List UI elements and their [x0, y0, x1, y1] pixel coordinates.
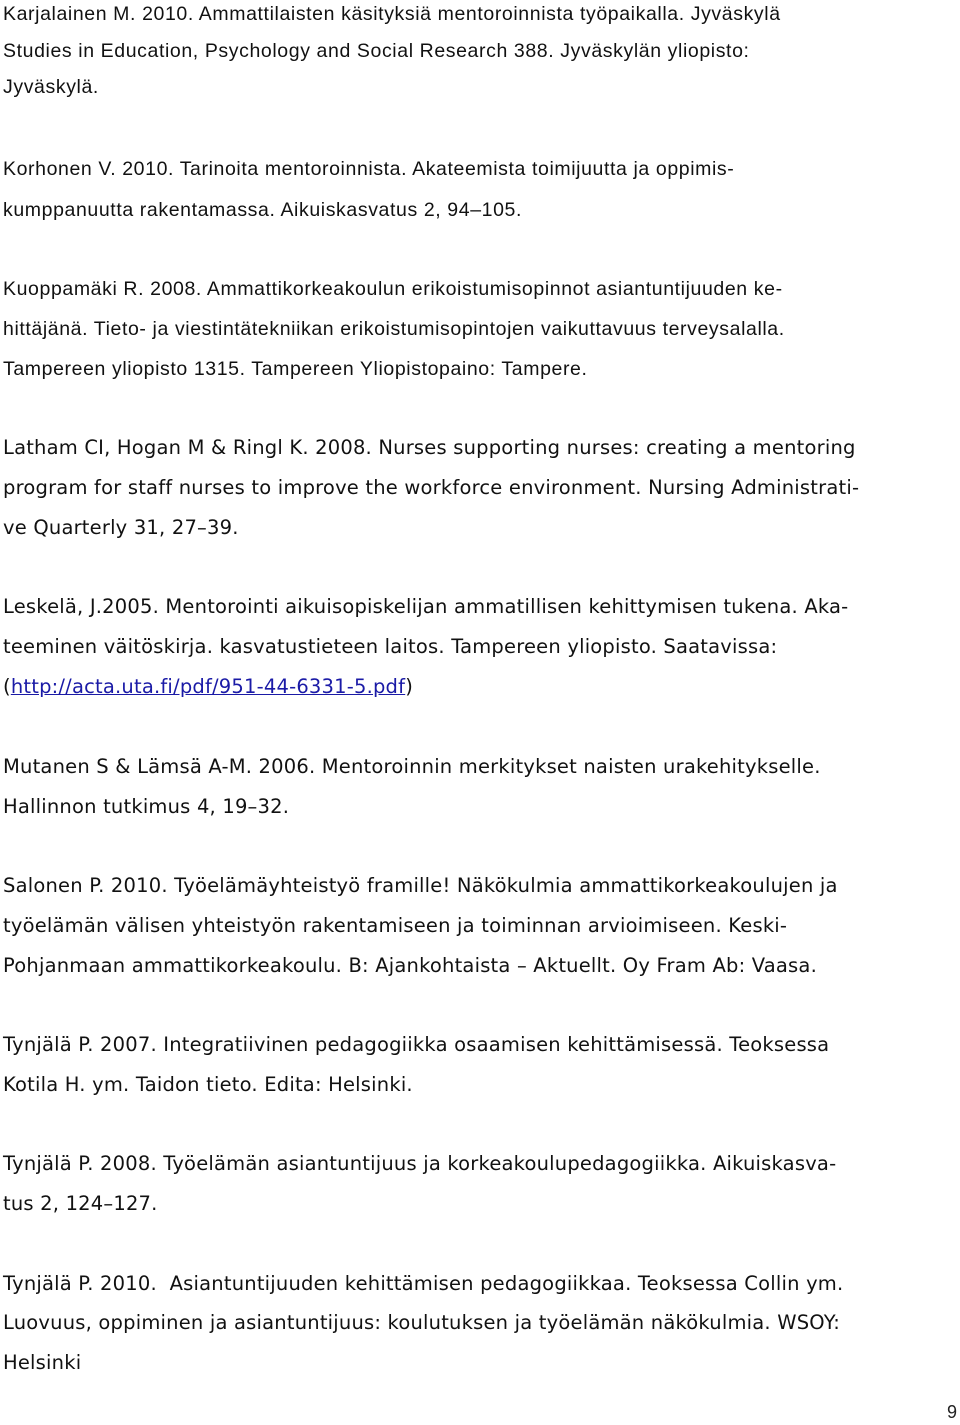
reference-line: Tynjälä P. 2008. Työelämän asiantuntijuus ja korkeakoulupedagogiikka. Aikuiskasva- [3, 1152, 837, 1175]
reference-line: Studies in Education, Psychology and Social Research 388. Jyväskylän yliopisto: [3, 40, 750, 62]
reference-line: ve Quarterly 31, 27–39. [3, 516, 239, 539]
reference-line: Salonen P. 2010. Työelämäyhteistyö framille! Näkökulmia ammattikorkeakoulujen ja [3, 874, 838, 897]
reference-url-link[interactable]: http://acta.uta.fi/pdf/951-44-6331-5.pdf [10, 675, 406, 698]
reference-link-line [3, 673, 948, 701]
reference-line: kumppanuutta rakentamassa. Aikuiskasvatus 2, 94–105. [3, 199, 522, 221]
reference-line: Kuoppamäki R. 2008. Ammattikorkeakoulun erikoistumisopinnot asiantuntijuuden ke- [3, 278, 783, 300]
reference-line: program for staff nurses to improve the workforce environment. Nursing Administrati- [3, 476, 860, 499]
reference-line: hittäjänä. Tieto- ja viestintätekniikan erikoistumisopintojen vaikuttavuus terveysalalla. [3, 318, 785, 340]
reference-line: Jyväskylä. [3, 76, 99, 98]
reference-line: Karjalainen M. 2010. Ammattilaisten käsityksiä mentoroinnista työpaikalla. Jyväskylä [3, 3, 781, 25]
reference-line: Pohjanmaan ammattikorkeakoulu. B: Ajankohtaista – Aktuellt. Oy Fram Ab: Vaasa. [3, 954, 817, 977]
reference-line: Tynjälä P. 2010. Asiantuntijuuden kehittämisen pedagogiikkaa. Teoksessa Collin ym. [3, 1272, 844, 1295]
page-number: 9 [946, 1402, 957, 1422]
reference-line: Tampereen yliopisto 1315. Tampereen Yliopistopaino: Tampere. [3, 358, 588, 380]
reference-line: Korhonen V. 2010. Tarinoita mentoroinnista. Akateemista toimijuutta ja oppimis- [3, 158, 735, 180]
reference-line: Helsinki [3, 1351, 82, 1374]
reference-line: Mutanen S & Lämsä A-M. 2006. Mentoroinnin merkitykset naisten urakehitykselle. [3, 755, 821, 778]
reference-line: Hallinnon tutkimus 4, 19–32. [3, 795, 290, 818]
reference-line: Kotila H. ym. Taidon tieto. Edita: Helsinki. [3, 1073, 413, 1096]
link-open-paren: ( [3, 675, 11, 698]
reference-line: Luovuus, oppiminen ja asiantuntijuus: koulutuksen ja työelämän näkökulmia. WSOY: [3, 1311, 841, 1334]
reference-line: Latham CI, Hogan M & Ringl K. 2008. Nurses supporting nurses: creating a mentoring [3, 436, 856, 459]
link-close-paren: ) [405, 675, 414, 698]
reference-line: tus 2, 124–127. [3, 1192, 158, 1215]
reference-line: teeminen väitöskirja. kasvatustieteen laitos. Tampereen yliopisto. Saatavissa: [3, 635, 778, 658]
reference-line: työelämän välisen yhteistyön rakentamiseen ja toiminnan arvioimiseen. Keski- [3, 914, 788, 937]
reference-line: Leskelä, J.2005. Mentorointi aikuisopiskelijan ammatillisen kehittymisen tukena. Aka- [3, 595, 849, 618]
reference-line: Tynjälä P. 2007. Integratiivinen pedagogiikka osaamisen kehittämisessä. Teoksessa [3, 1033, 830, 1056]
